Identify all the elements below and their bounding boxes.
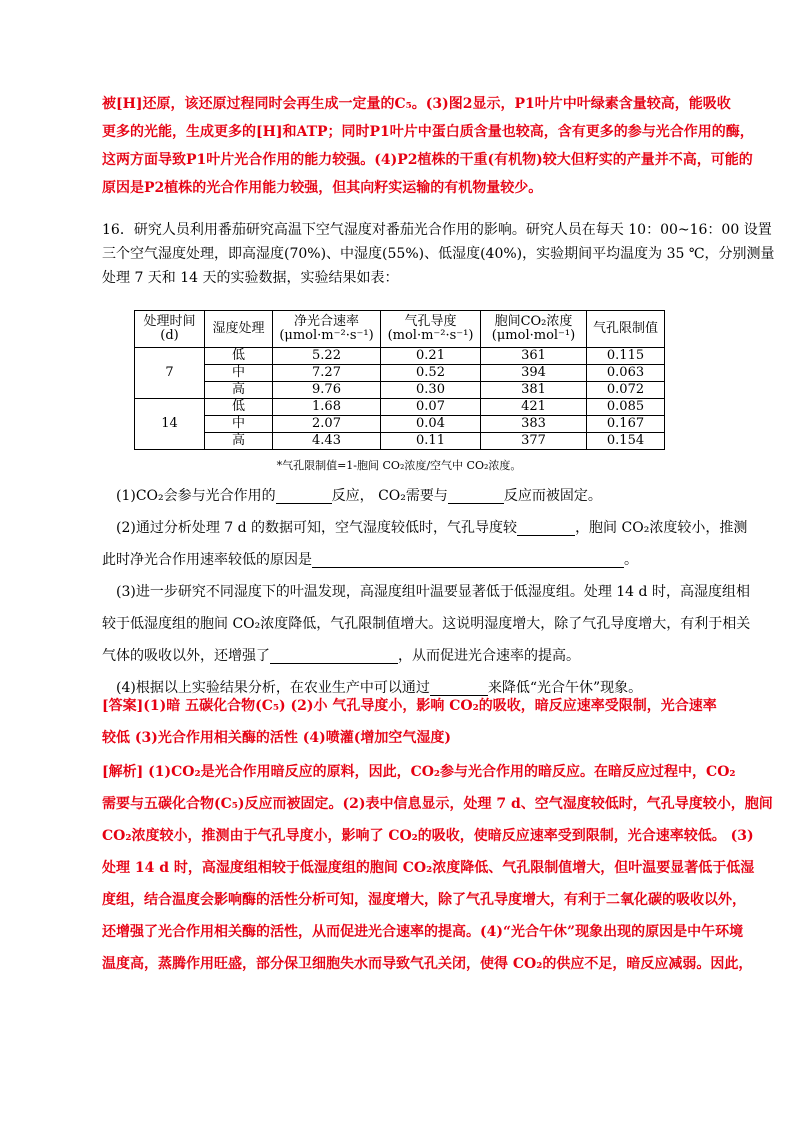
question16-intro (102, 218, 775, 290)
limit-cell: 0.154 (587, 433, 665, 450)
analysis-line: 需要与五碳化合物(C₅)反应而被固定。(2)表中信息显示，处理 7 d、空气湿度较低时，气孔导度较小，胞间 (102, 796, 773, 812)
humidity-cell: 低 (205, 348, 273, 365)
conductance-cell: 0.04 (381, 416, 481, 433)
subquestion-3: (3)进一步研究不同湿度下的叶温发现，高湿度组叶温要显著低于低湿度组。处理 14 d 时，高湿度组相 (116, 584, 750, 600)
analysis-line: 处理 14 d 时，高湿度组相较于低湿度组的胞间 CO₂浓度降低、气孔限制值增大，但叶温要显著低于低湿 (102, 860, 755, 876)
humidity-cell: 高 (205, 433, 273, 450)
intro-line: 三个空气湿度处理，即高湿度(70%)、中湿度(55%)、低湿度(40%)，实验期间平均温度为 35 ℃，分别测量 (102, 246, 775, 262)
q3-text-c: 气体的吸收以外，还增强了 (102, 648, 270, 664)
humidity-cell: 高 (205, 382, 273, 399)
answer-blank[interactable] (270, 647, 398, 664)
q4-text-a: (4)根据以上实验结果分析，在农业生产中可以通过 (116, 680, 430, 696)
limit-cell: 0.085 (587, 399, 665, 416)
conductance-cell: 0.30 (381, 382, 481, 399)
header-limit: 气孔限制值 (587, 311, 665, 348)
humidity-cell: 中 (205, 416, 273, 433)
table-header-row (135, 311, 665, 348)
answer-blank[interactable] (276, 487, 332, 504)
header-co2: 胞间CO₂浓度(μmol·mol⁻¹) (481, 311, 587, 348)
analysis-line: [解析] (1)CO₂是光合作用暗反应的原料，因此，CO₂参与光合作用的暗反应。在暗反应过程中，CO₂ (102, 764, 736, 780)
answer15-line: 原因是P2植株的光合作用能力较强，但其向籽实运输的有机物量较少。 (102, 180, 543, 196)
analysis-line: 还增强了光合作用相关酶的活性，从而促进光合速率的提高。(4)“光合午休”现象出现的原因是中午环境 (102, 924, 744, 940)
q1-text-a: (1)CO₂会参与光合作用的 (116, 488, 276, 504)
table-row (135, 365, 665, 382)
answer-blank[interactable] (312, 551, 624, 568)
analysis-line: 度组，结合温度会影响酶的活性分析可知，湿度增大，除了气孔导度增大，有利于二氧化碳的吸收以外， (102, 892, 746, 908)
conductance-cell: 0.52 (381, 365, 481, 382)
answer-blank[interactable] (517, 519, 575, 536)
net-rate-cell: 7.27 (273, 365, 381, 382)
net-rate-cell: 2.07 (273, 416, 381, 433)
net-rate-cell: 9.76 (273, 382, 381, 399)
conductance-cell: 0.11 (381, 433, 481, 450)
table-row (135, 433, 665, 450)
time-cell: 7 (135, 348, 205, 399)
analysis16 (102, 756, 773, 980)
header-conductance: 气孔导度(mol·m⁻²·s⁻¹) (381, 311, 481, 348)
q1-text-b: 反应， CO₂需要与 (331, 488, 448, 504)
q2-text-d: 。 (624, 552, 638, 568)
answer15-continued (102, 90, 754, 202)
subquestion-3-line2: 较于低湿度组的胞间 CO₂浓度降低，气孔限制值增大。这说明湿度增大，除了气孔导度增大，有利于相关 (102, 616, 751, 632)
subquestion-1 (102, 480, 734, 512)
limit-cell: 0.167 (587, 416, 665, 433)
co2-cell: 394 (481, 365, 587, 382)
q2-text-c: 此时净光合作用速率较低的原因是 (102, 552, 312, 568)
subquestion-2 (102, 512, 748, 544)
analysis-line: CO₂浓度较小，推测由于气孔导度小，影响了 CO₂的吸收，使暗反应速率受到限制，光合速率较低。 (3) (102, 828, 754, 844)
q2-text-a: (2)通过分析处理 7 d 的数据可知，空气湿度较低时，气孔导度较 (116, 520, 518, 536)
limit-cell: 0.072 (587, 382, 665, 399)
intro-line: 16．研究人员利用番茄研究高温下空气湿度对番茄光合作用的影响。研究人员在每天 10：00~16：00 设置 (102, 222, 772, 238)
table-footnote: *气孔限制值=1-胞间 CO₂浓度/空气中 CO₂浓度。 (276, 459, 522, 472)
net-rate-cell: 1.68 (273, 399, 381, 416)
humidity-cell: 低 (205, 399, 273, 416)
net-rate-cell: 4.43 (273, 433, 381, 450)
header-net-rate: 净光合速率(μmol·m⁻²·s⁻¹) (273, 311, 381, 348)
time-cell: 14 (135, 399, 205, 450)
co2-cell: 421 (481, 399, 587, 416)
co2-cell: 383 (481, 416, 587, 433)
answer-line: 较低 (3)光合作用相关酶的活性 (4)喷灌(增加空气湿度) (102, 730, 451, 746)
table-row (135, 416, 665, 433)
answer-blank[interactable] (448, 487, 504, 504)
answer15-line: 这两方面导致P1叶片光合作用的能力较强。(4)P2植株的干重(有机物)较大但籽实的产量并不高，可能的 (102, 152, 753, 168)
results-table (134, 310, 665, 450)
analysis-line: 温度高，蒸腾作用旺盛，部分保卫细胞失水而导致气孔关闭，使得 CO₂的供应不足，暗反应减弱。因此， (102, 956, 753, 972)
answer15-line: 被[H]还原，该还原过程同时会再生成一定量的C₅。(3)图2显示，P1叶片中叶绿素含量较高，能吸收 (102, 96, 731, 112)
subquestion-2-cont (102, 544, 734, 576)
answer15-line: 更多的光能，生成更多的[H]和ATP；同时P1叶片中蛋白质含量也较高，含有更多的参与光合作用的酶， (102, 124, 754, 140)
answer16 (102, 690, 734, 754)
co2-cell: 377 (481, 433, 587, 450)
header-humidity: 湿度处理 (205, 311, 273, 348)
table-row (135, 382, 665, 399)
header-time: 处理时间(d) (135, 311, 205, 348)
subquestion-3-line3 (102, 640, 734, 672)
table-row (135, 399, 665, 416)
conductance-cell: 0.07 (381, 399, 481, 416)
q3-text-d: ，从而促进光合速率的提高。 (398, 648, 580, 664)
q2-text-b: ，胞间 CO₂浓度较小，推测 (575, 520, 748, 536)
intro-line: 处理 7 天和 14 天的实验数据，实验结果如表： (102, 270, 399, 286)
limit-cell: 0.063 (587, 365, 665, 382)
q1-text-c: 反应而被固定。 (503, 488, 602, 504)
table-row (135, 348, 665, 365)
humidity-cell: 中 (205, 365, 273, 382)
conductance-cell: 0.21 (381, 348, 481, 365)
question16-subquestions (102, 480, 751, 704)
co2-cell: 361 (481, 348, 587, 365)
limit-cell: 0.115 (587, 348, 665, 365)
net-rate-cell: 5.22 (273, 348, 381, 365)
co2-cell: 381 (481, 382, 587, 399)
answer-line: [答案](1)暗 五碳化合物(C₅) (2)小 气孔导度小，影响 CO₂的吸收，暗反应速率受限制，光合速率 (102, 698, 717, 714)
q4-text-b: 来降低“光合午休”现象。 (487, 680, 643, 696)
